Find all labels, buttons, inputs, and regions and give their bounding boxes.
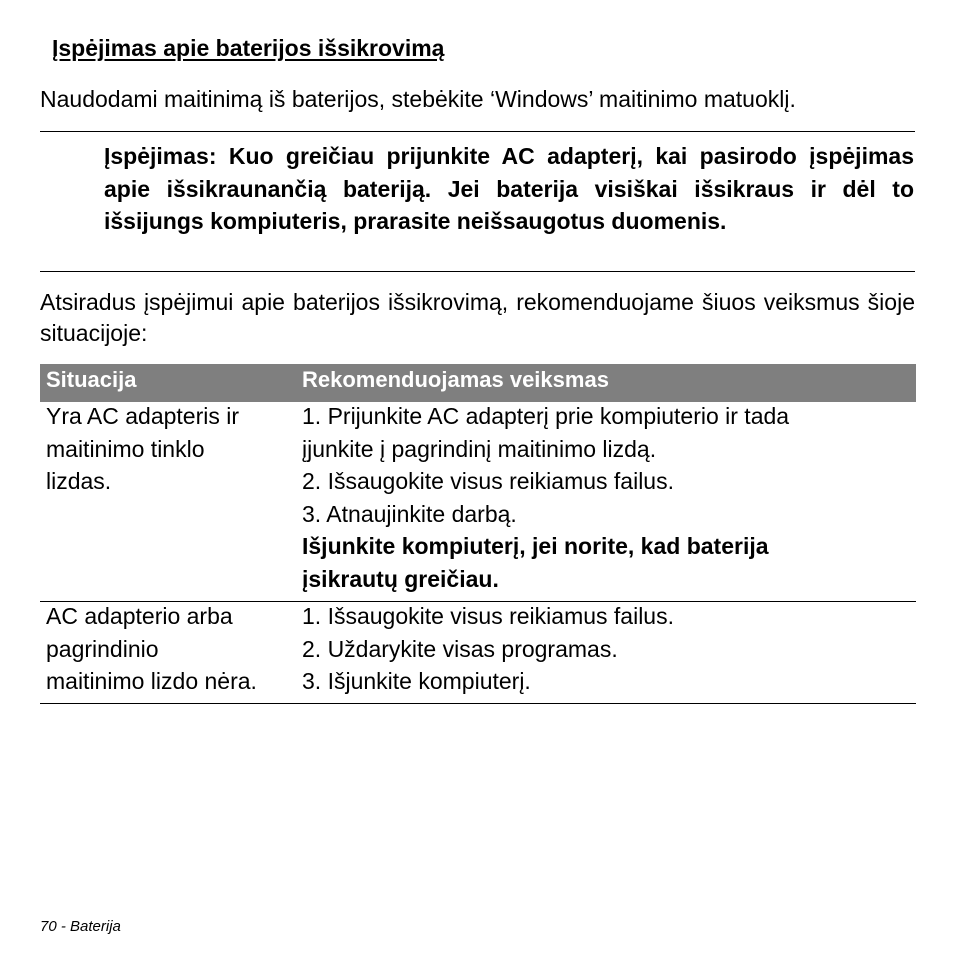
cell-line: Yra AC adapteris ir [46, 403, 240, 429]
action-line: 2. Uždarykite visas programas. [302, 635, 618, 662]
page-footer: 70 - Baterija [40, 918, 121, 935]
action-line: 3. Atnaujinkite darbą. [302, 500, 517, 527]
action-cell [302, 600, 902, 698]
table-header [40, 364, 916, 402]
intro-paragraph: Naudodami maitinimą iš baterijos, stebėkite ‘Windows’ maitinimo matuoklį. [40, 86, 796, 112]
cell-line: maitinimo lizdo nėra. [46, 668, 257, 694]
cell-line: AC adapterio arba [46, 603, 233, 629]
action-line: 1. Išsaugokite visus reikiamus failus. [302, 603, 674, 629]
action-note: Išjunkite kompiuterį, jei norite, kad baterija [302, 533, 769, 559]
situation-cell [46, 400, 296, 498]
action-line: 2. Išsaugokite visus reikiamus failus. [302, 468, 674, 494]
cell-line: maitinimo tinklo [46, 435, 205, 462]
warning-box [40, 131, 915, 272]
actions-table [40, 364, 916, 704]
warning-text: Įspėjimas: Kuo greičiau prijunkite AC adapterį, kai pasirodo įspėjimas apie išsikraunančią bateriją. Jei baterija visiškai išsikraus ir dėl to išsijungs kompiuteris, prarasite neišsaugotus duomenis. [104, 143, 914, 234]
situation-cell [46, 600, 296, 698]
cell-line: lizdas. [46, 468, 112, 494]
table-row [40, 402, 916, 602]
action-line: 3. Išjunkite kompiuterį. [302, 668, 531, 694]
action-note: įsikrautų greičiau. [302, 565, 499, 592]
cell-line: pagrindinio [46, 635, 159, 662]
recommendation-paragraph: Atsiradus įspėjimui apie baterijos išsikrovimą, rekomenduojame šiuos veiksmus šioje situacijoje: [40, 289, 915, 346]
table-row [40, 602, 916, 704]
action-line: įjunkite į pagrindinį maitinimo lizdą. [302, 435, 657, 462]
section-heading: Įspėjimas apie baterijos išsikrovimą [52, 35, 445, 61]
header-situation: Situacija [46, 367, 137, 392]
header-action: Rekomenduojamas veiksmas [302, 367, 609, 392]
action-cell [302, 400, 902, 595]
action-line: 1. Prijunkite AC adapterį prie kompiuterio ir tada [302, 403, 790, 429]
